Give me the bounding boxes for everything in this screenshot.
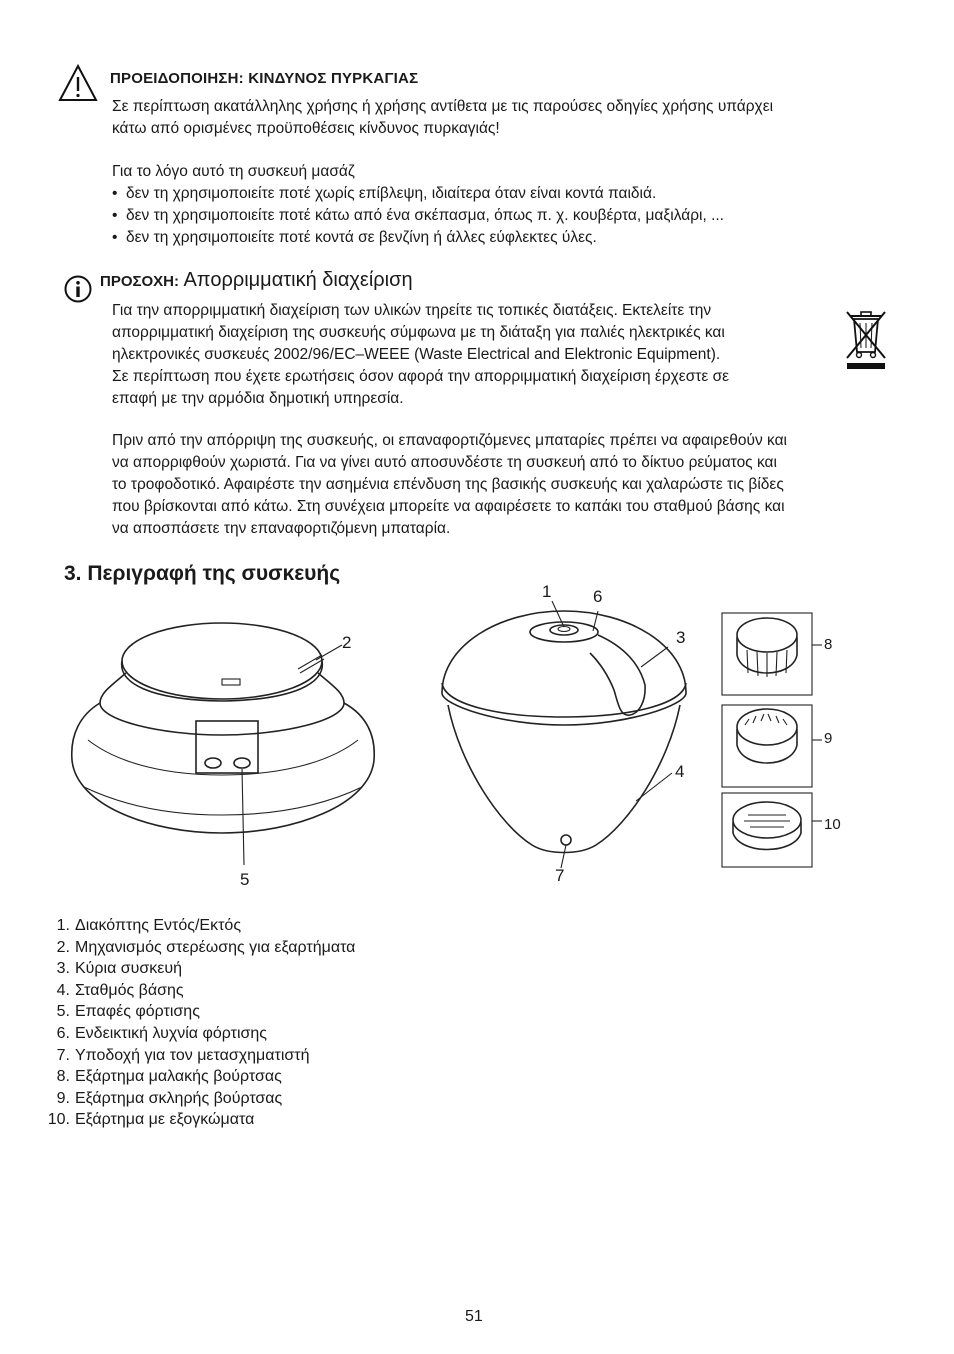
list-item [40,915,540,937]
callout-9: 9 [824,730,833,747]
disposal-label: ΠΡΟΣΟΧΗ: [100,273,180,290]
attachments-panel [722,613,822,867]
list-item [40,937,540,959]
callout-5: 5 [240,870,250,889]
device-on-station-view [442,601,686,868]
part-number: 8. [56,1068,70,1086]
list-item [40,1088,540,1110]
part-number: 7. [56,1046,70,1064]
part-number: 4. [56,981,70,999]
base-station-side-view [72,623,375,865]
part-number: 9. [56,1089,70,1107]
disposal-line: Σε περίπτωση που έχετε ερωτήσεις όσον αφορά την απορριμματική διαχείριση έρχεστε σε [112,368,730,385]
list-item: • δεν τη χρησιμοποιείτε ποτέ κάτω από ένα σκέπασμα, όπως π. χ. κουβέρτα, μαξιλάρι, ... [112,205,902,227]
part-label: Ενδεικτική λυχνία φόρτισης [75,1024,268,1042]
part-number: 2. [56,938,70,956]
list-item [40,1109,540,1131]
disposal-paragraph-1 [112,300,832,410]
callout-8: 8 [824,636,833,653]
part-label: Επαφές φόρτισης [75,1003,200,1021]
warning-title: ΠΡΟΕΙΔΟΠΟΙΗΣΗ: ΚΙΝΔΥΝΟΣ ΠΥΡΚΑΓΙΑΣ [110,70,419,87]
callout-3: 3 [676,628,686,647]
disposal-line: απορριμματική διαχείριση της συσκευής σύμφωνα με τη διάταξη για παλιές ηλεκτρικές και [112,324,725,341]
section-3-title: 3. Περιγραφή της συσκευής [64,562,341,585]
part-label: Εξάρτημα σκληρής βούρτσας [75,1089,283,1107]
callout-10: 10 [824,816,841,833]
part-number: 3. [56,960,70,978]
disposal-line: ηλεκτρονικές συσκευές 2002/96/EC–WEEE (Waste Electrical and Elektronic Equipment). [112,346,721,363]
warning-intro: Για το λόγο αυτό τη συσκευή μασάζ [112,163,355,180]
part-label: Σταθμός βάσης [75,981,184,999]
warning-usage [112,161,902,249]
disposal-line: Πριν από την απόρριψη της συσκευής, οι επαναφορτιζόμενες μπαταρίες πρέπει να αφαιρεθούν και [112,432,787,449]
parts-list [40,915,540,1131]
part-label: Υποδοχή για τον μετασχηματιστή [75,1046,310,1064]
part-label: Διακόπτης Εντός/Εκτός [75,917,242,934]
disposal-paragraph-2 [112,430,912,540]
warning-line: Σε περίπτωση ακατάλληλης χρήσης ή χρήσης αντίθετα με τις παρούσες οδηγίες χρήσης υπάρχει [112,98,774,115]
disposal-line: που βρίσκονται από κάτω. Στη συνέχεια μπορείτε να αφαιρέσετε το καπάκι του σταθμού βάσης και [112,498,785,515]
warning-line: κάτω από ορισμένες προϋποθέσεις κίνδυνος πυρκαγιάς! [112,120,500,137]
part-label: Εξάρτημα με εξογκώματα [75,1111,255,1129]
list-item: • δεν τη χρησιμοποιείτε ποτέ χωρίς επίβλεψη, ιδιαίτερα όταν είναι κοντά παιδιά. [112,183,902,205]
warning-icon [58,64,98,102]
disposal-heading [100,269,413,292]
list-item [40,1066,540,1088]
page-number: 51 [465,1308,483,1325]
callout-6: 6 [593,587,603,606]
part-label: Κύρια συσκευή [75,960,183,978]
disposal-title: Απορριμματική διαχείριση [183,269,413,291]
disposal-line: το τροφοδοτικό. Αφαιρέστε την ασημένια επένδυση της βασικής συσκευής και χαλαρώστε τις βίδες [112,476,784,493]
part-number: 10. [47,1111,70,1129]
part-number: 1. [56,917,70,934]
callout-1: 1 [542,582,552,601]
list-item [40,980,540,1002]
disposal-line: επαφή με την αρμόδια δημοτική υπηρεσία. [112,390,404,407]
list-item [40,1045,540,1067]
info-icon [64,275,92,303]
weee-bin-icon [845,308,887,370]
callout-2: 2 [342,633,352,652]
list-item [40,958,540,980]
callout-7: 7 [555,866,565,885]
list-item [40,1023,540,1045]
part-number: 5. [56,1003,70,1021]
disposal-line: να απορριφθούν χωριστά. Για να γίνει αυτό αποσυνδέστε τη συσκευή από το δίκτυο ρεύματος και [112,454,777,471]
device-illustration [0,575,954,895]
warning-bullets [112,183,902,249]
disposal-line: Για την απορριμματική διαχείριση των υλικών τηρείτε τις τοπικές διατάξεις. Εκτελείτε την [112,302,712,319]
list-item: • δεν τη χρησιμοποιείτε ποτέ κοντά σε βενζίνη ή άλλες εύφλεκτες ύλες. [112,227,902,249]
part-label: Μηχανισμός στερέωσης για εξαρτήματα [75,938,356,956]
part-number: 6. [56,1024,70,1042]
disposal-line: να αποσπάσετε την επαναφορτιζόμενη μπαταρία. [112,520,451,537]
callout-4: 4 [675,762,685,781]
list-item [40,1001,540,1023]
warning-text [112,96,892,140]
part-label: Εξάρτημα μαλακής βούρτσας [75,1068,282,1086]
